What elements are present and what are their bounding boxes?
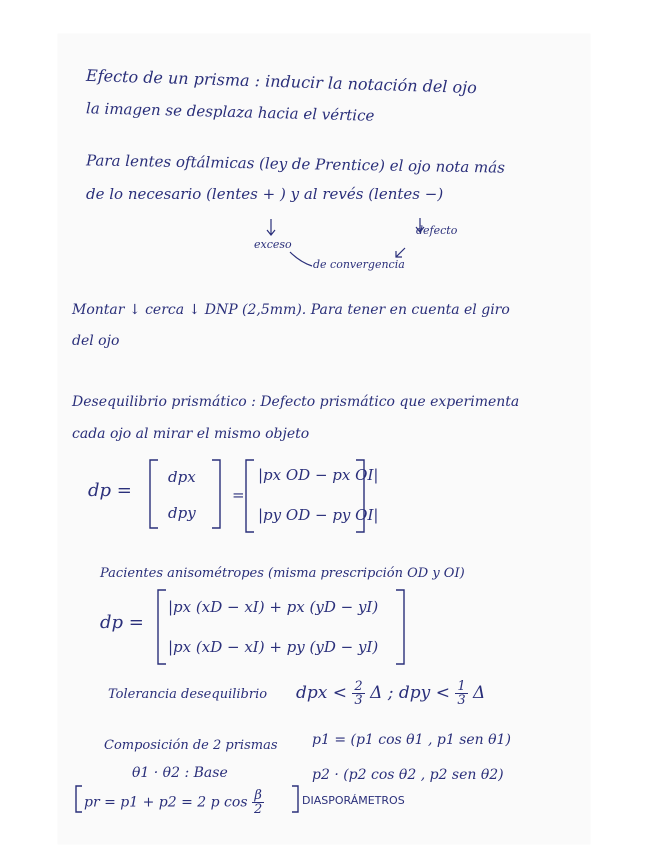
- effect-line-1: Efecto de un prisma : inducir la notación del ojo: [85, 65, 478, 98]
- resultant-text: pr = p1 + p2 = 2 p cos: [84, 794, 248, 811]
- p1-equation: p1 = (p1 cos θ1 , p1 sen θ1): [312, 732, 511, 748]
- tol-delta1: Δ ;: [370, 683, 394, 703]
- dp-label: dp =: [88, 480, 132, 501]
- lenses-line-1: Para lentes oftálmicas (ley de Prentice) el ojo nota más: [85, 151, 506, 177]
- dp2-label: dp =: [100, 612, 144, 633]
- matrix3-row2: |px (xD − xI) + py (yD − yI): [168, 638, 379, 656]
- tolerancia-formula: [296, 680, 485, 707]
- matrix1-right-bracket: [212, 460, 220, 528]
- matrix2-left-bracket: [246, 460, 254, 532]
- matrix1-row2: dpy: [168, 504, 196, 522]
- matrix1-left-bracket: [150, 460, 158, 528]
- composicion-label: Composición de 2 prismas: [104, 738, 278, 753]
- desequilibrio-line-2: cada ojo al mirar el mismo objeto: [72, 426, 310, 442]
- matrix3-right-bracket: [396, 590, 404, 664]
- tol-den1: 3: [354, 693, 363, 708]
- diasporametros-label: DIASPORÁMETROS: [302, 794, 405, 807]
- resultant-left-bracket: [76, 786, 82, 812]
- tolerancia-label: Tolerancia desequilibrio: [108, 687, 268, 702]
- fraction-one-third: [455, 680, 467, 707]
- tol-delta2: Δ: [473, 683, 486, 703]
- tol-num1: 2: [354, 679, 363, 694]
- defecto-label: defecto: [416, 224, 458, 237]
- tol-dpy: dpy <: [398, 683, 450, 703]
- tol-den2: 3: [457, 693, 466, 708]
- matrix3-left-bracket: [158, 590, 166, 664]
- exceso-label: exceso: [254, 238, 292, 251]
- tol-num2: 1: [457, 679, 466, 694]
- theta-base: θ1 · θ2 : Base: [132, 765, 228, 781]
- p2-equation: p2 · (p2 cos θ2 , p2 sen θ2): [312, 767, 504, 783]
- res-den: 2: [253, 802, 263, 817]
- matrix2-row2: |py OD − py OI|: [258, 506, 379, 524]
- effect-line-2: la imagen se desplaza hacia el vértice: [85, 99, 375, 125]
- tol-dpx: dpx <: [296, 683, 347, 703]
- matrix2-right-bracket: [356, 460, 364, 532]
- desequilibrio-line-1: Desequilibrio prismático : Defecto prismático que experimenta: [72, 394, 520, 410]
- equals-sign: =: [232, 486, 245, 504]
- matrix2-row1: |px OD − px OI|: [258, 466, 379, 484]
- montar-line-2: del ojo: [72, 333, 120, 349]
- matrix1-row1: dpx: [168, 468, 196, 486]
- lenses-line-2: de lo necesario (lentes + ) y al revés (lentes −): [86, 185, 444, 203]
- anisometropes-line: Pacientes anisométropes (misma prescripción OD y OI): [100, 566, 465, 581]
- fraction-two-thirds: [352, 680, 364, 707]
- convergencia-label: de convergencia: [313, 258, 405, 271]
- fraction-beta-half: [252, 789, 264, 816]
- res-num: β: [252, 789, 264, 803]
- resultant-right-bracket: [292, 786, 298, 812]
- resultant-equation: [84, 789, 264, 816]
- matrix3-row1: |px (xD − xI) + px (yD − yI): [168, 598, 379, 616]
- montar-line-1: Montar ↓ cerca ↓ DNP (2,5mm). Para tener en cuenta el giro: [72, 302, 510, 318]
